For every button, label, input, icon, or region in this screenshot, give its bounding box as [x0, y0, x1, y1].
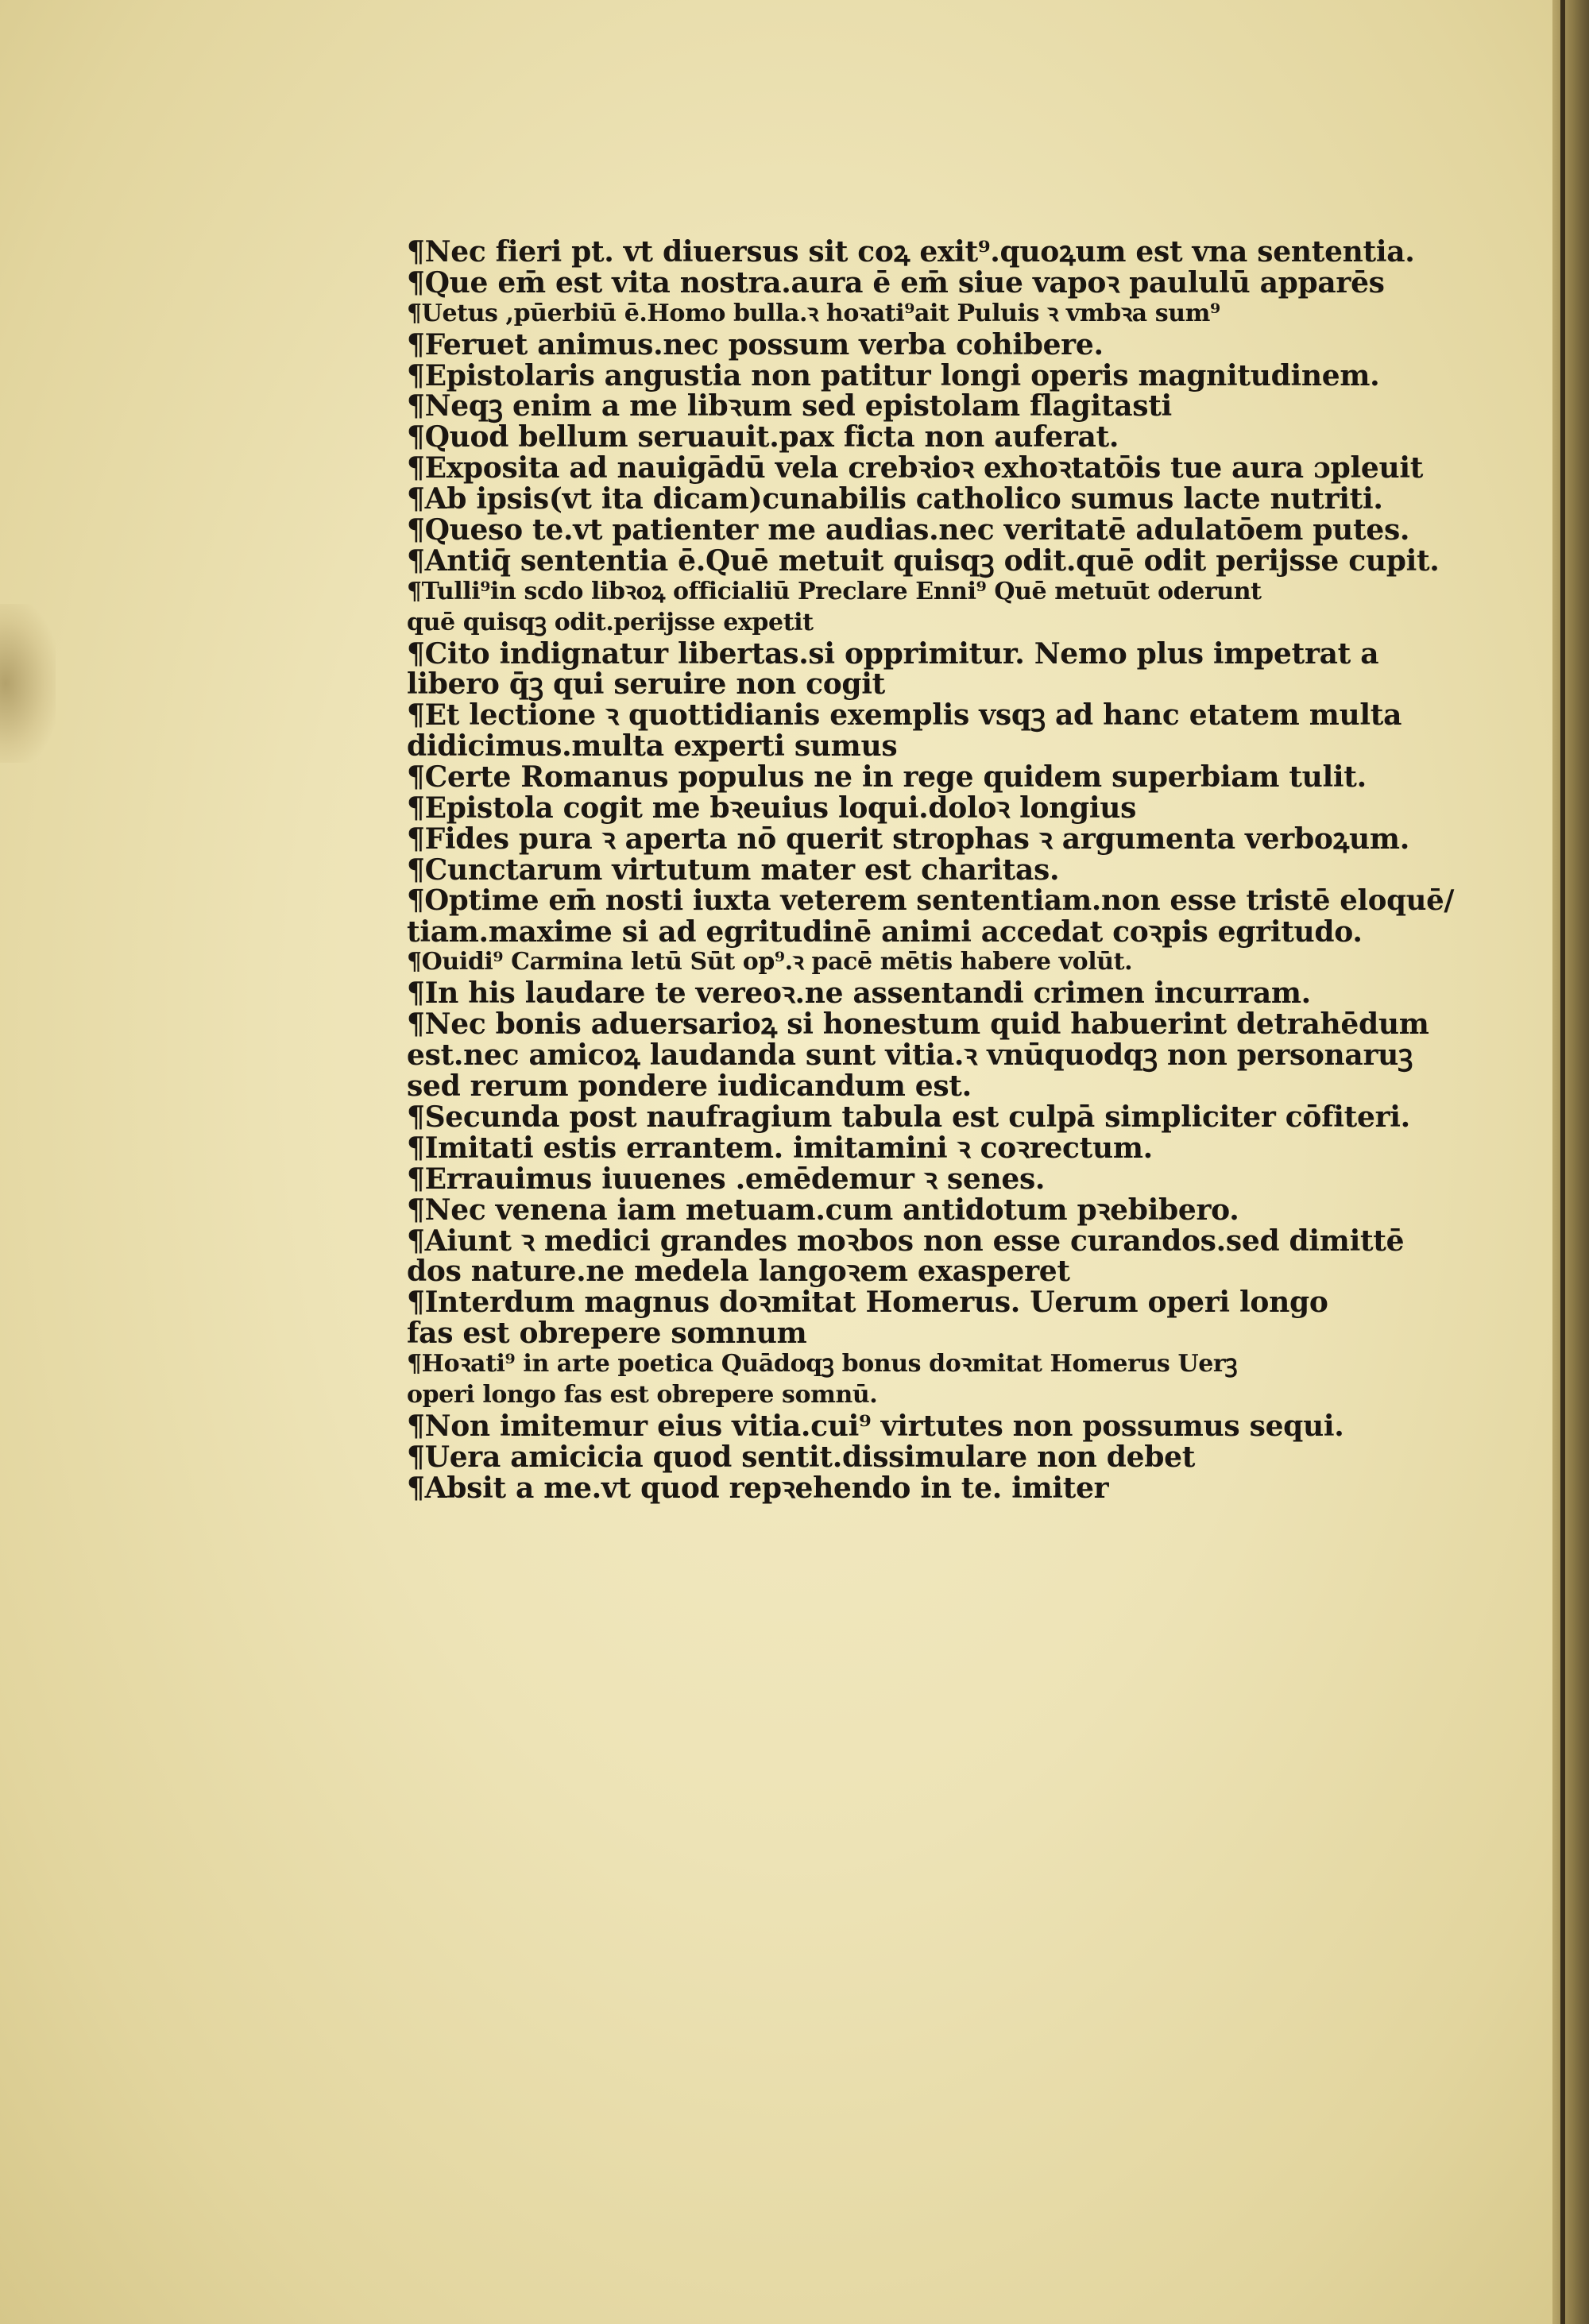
text-line: ¶Uetus ,pūerbiū ē.Homo bulla.ꝛ hoꝛati⁹ait Puluis ꝛ vmbꝛa sum⁹	[407, 299, 1220, 327]
text-line: quē quisqꝫ odit.perijsse expetit	[407, 608, 814, 636]
water-stain	[0, 604, 56, 763]
text-line: ¶In his laudare te vereoꝛ.ne assentandi crimen incurram.	[407, 976, 1311, 1011]
text-line: ¶Interdum magnus doꝛmitat Homerus. Uerum operi longo	[407, 1286, 1328, 1320]
text-line: ¶Cito indignatur libertas.si opprimitur. Nemo plus impetrat a	[407, 636, 1379, 671]
text-line: ¶Feruet animus.nec possum verba cohibere.	[407, 327, 1104, 362]
text-line: ¶Secunda post naufragium tabula est culpā simpliciter cōfiteri.	[407, 1100, 1410, 1134]
text-line: ¶Optime em̄ nosti iuxta veterem sententiam.non esse tristē eloquē/	[407, 884, 1455, 917]
text-line: ¶Epistolaris angustia non patitur longi operis magnitudinem.	[407, 358, 1380, 392]
text-line: ¶Tulli⁹in scdo libꝛoꝝ officialiū Preclare Enni⁹ Quē metuūt oderunt	[407, 577, 1262, 605]
text-line: ¶Que em̄ est vita nostra.aura ē em̄ siue vapoꝛ paululū apparēs	[407, 265, 1385, 300]
text-line: sed rerum pondere iudicandum est.	[407, 1069, 972, 1104]
text-line: ¶Non imitemur eius vitia.cui⁹ virtutes non possumus sequi.	[407, 1409, 1344, 1443]
text-line: ¶Queso te.vt patienter me audias.nec veritatē adulatōem putes.	[407, 513, 1410, 547]
text-column	[407, 237, 1463, 1504]
text-line: fas est obrepere somnum	[407, 1317, 807, 1351]
binding-edge	[1552, 0, 1589, 2324]
text-line: ¶Ab ipsis(vt ita dicam)cunabilis catholico sumus lacte nutriti.	[407, 482, 1383, 516]
text-line: ¶Uera amicicia quod sentit.dissimulare non debet	[407, 1440, 1196, 1474]
gutter-line	[1560, 0, 1565, 2324]
text-line: ¶Fides pura ꝛ aperta nō querit strophas ꝛ argumenta verboꝝum.	[407, 822, 1409, 856]
text-line: ¶Neqꝫ enim a me libꝛum sed epistolam flagitasti	[407, 389, 1172, 423]
text-line: ¶Antiq̄ sententia ē.Quē metuit quisqꝫ odit.quē odit perijsse cupit.	[407, 543, 1440, 578]
text-line: ¶Ouidi⁹ Carmina letū Sūt op⁹.ꝛ pacē mētis habere volūt.	[407, 948, 1133, 976]
text-line: operi longo fas est obrepere somnū.	[407, 1380, 878, 1409]
text-line: ¶Hoꝛati⁹ in arte poetica Quādoqꝫ bonus doꝛmitat Homerus Uerꝫ	[407, 1350, 1238, 1379]
text-line: ¶Epistola cogit me bꝛeuius loqui.doloꝛ longius	[407, 791, 1137, 826]
text-line: ¶Errauimus iuuenes .emēdemur ꝛ senes.	[407, 1162, 1046, 1196]
text-line: est.nec amicoꝝ laudanda sunt vitia.ꝛ vnūquodqꝫ non personaruꝫ	[407, 1038, 1413, 1073]
text-line: dos nature.ne medela langoꝛem exasperet	[407, 1255, 1070, 1289]
text-line: ¶Nec fieri pt. vt diuersus sit coꝝ exit⁹.quoꝝum est vna sententia.	[407, 235, 1415, 269]
text-line: ¶Nec bonis aduersarioꝝ si honestum quid habuerint detrahēdum	[407, 1007, 1429, 1042]
text-line: ¶Imitati estis errantem. imitamini ꝛ coꝛrectum.	[407, 1131, 1153, 1165]
text-line: ¶Absit a me.vt quod repꝛehendo in te. imiter	[407, 1471, 1109, 1505]
text-line: ¶Cunctarum virtutum mater est charitas.	[407, 853, 1060, 887]
text-line: tiam.maxime si ad egritudinē animi accedat coꝛpis egritudo.	[407, 915, 1363, 949]
text-line: didicimus.multa experti sumus	[407, 729, 898, 764]
text-line: ¶Certe Romanus populus ne in rege quidem superbiam tulit.	[407, 760, 1367, 795]
text-line: ¶Et lectione ꝛ quottidianis exemplis vsqꝫ ad hanc etatem multa	[407, 698, 1402, 733]
text-line: ¶Quod bellum seruauit.pax ficta non auferat.	[407, 420, 1119, 454]
text-line: ¶Aiunt ꝛ medici grandes moꝛbos non esse curandos.sed dimittē	[407, 1224, 1405, 1258]
text-line: ¶Nec venena iam metuam.cum antidotum pꝛebibero.	[407, 1193, 1239, 1227]
text-line: ¶Exposita ad nauigādū vela crebꝛioꝛ exhoꝛtatōis tue aura ɔpleuit	[407, 451, 1424, 485]
text-line: libero q̄ꝫ qui seruire non cogit	[407, 667, 885, 702]
